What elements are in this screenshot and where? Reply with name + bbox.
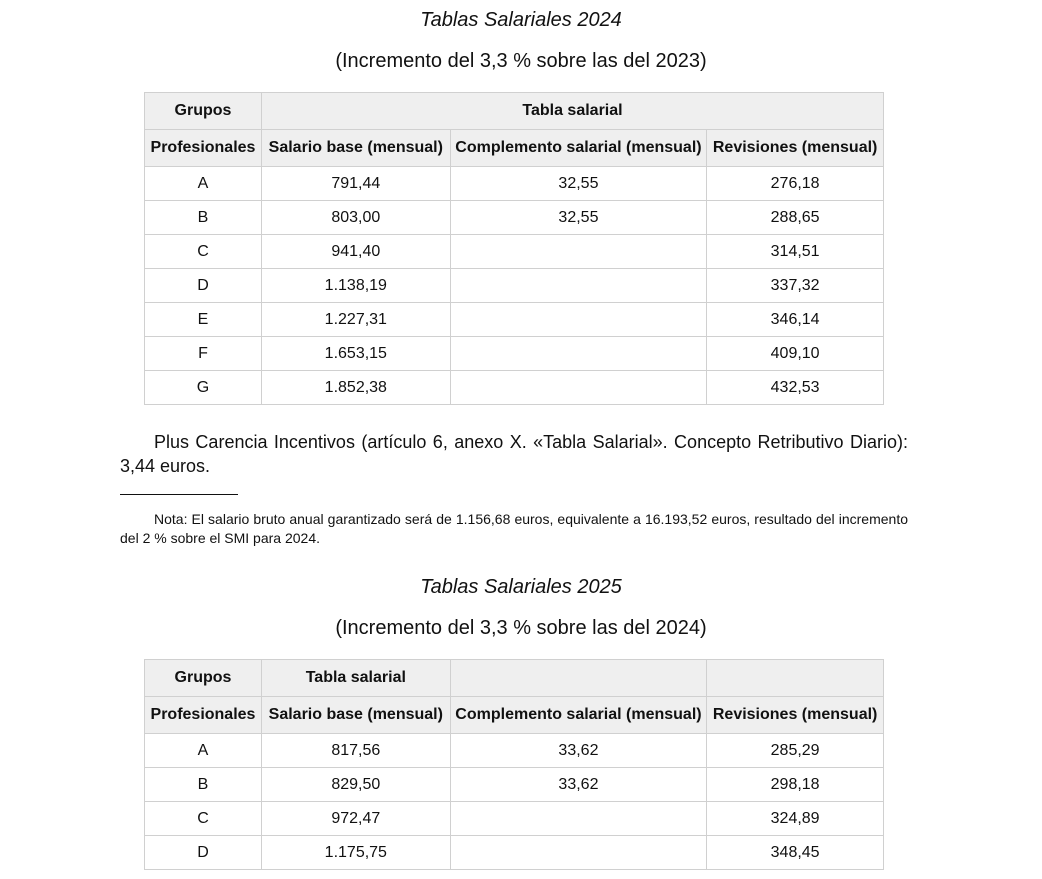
title-2025: Tablas Salariales 2025 [420, 576, 622, 598]
cell-salario-base: 1.175,75 [261, 836, 450, 870]
cell-grupo: C [145, 802, 262, 836]
cell-grupo: F [145, 337, 262, 371]
cell-revisiones: 298,18 [707, 768, 884, 802]
table-row [145, 201, 884, 235]
subtitle-2025: (Incremento del 3,3 % sobre las del 2024) [335, 617, 707, 639]
cell-salario-base: 803,00 [261, 201, 450, 235]
cell-grupo: D [145, 269, 262, 303]
cell-revisiones: 276,18 [707, 167, 884, 201]
cell-revisiones: 314,51 [707, 235, 884, 269]
header-profesionales: Profesionales [145, 130, 262, 167]
cell-grupo: G [145, 371, 262, 405]
cell-salario-base: 1.653,15 [261, 337, 450, 371]
cell-revisiones: 288,65 [707, 201, 884, 235]
cell-complemento [450, 836, 707, 870]
cell-complemento [450, 337, 707, 371]
header-complemento: Complemento salarial (mensual) [450, 130, 707, 167]
cell-complemento: 33,62 [450, 768, 707, 802]
header-salario-base: Salario base (mensual) [261, 697, 450, 734]
cell-salario-base: 817,56 [261, 734, 450, 768]
subtitle-2024: (Incremento del 3,3 % sobre las del 2023) [335, 50, 707, 72]
header-tabla-salarial: Tabla salarial [261, 93, 883, 130]
title-2024: Tablas Salariales 2024 [420, 9, 622, 31]
table-row [145, 836, 884, 870]
cell-complemento: 33,62 [450, 734, 707, 768]
table-row [145, 768, 884, 802]
table-row [145, 802, 884, 836]
header-revisiones: Revisiones (mensual) [707, 697, 884, 734]
cell-grupo: D [145, 836, 262, 870]
cell-complemento [450, 303, 707, 337]
cell-revisiones: 409,10 [707, 337, 884, 371]
cell-salario-base: 972,47 [261, 802, 450, 836]
cell-revisiones: 324,89 [707, 802, 884, 836]
plus-carencia-paragraph: Plus Carencia Incentivos (artículo 6, anexo X. «Tabla Salarial». Concepto Retributivo Diario): 3,44 euros. [120, 432, 908, 476]
cell-revisiones: 348,45 [707, 836, 884, 870]
table-row [145, 235, 884, 269]
cell-grupo: A [145, 167, 262, 201]
cell-complemento [450, 269, 707, 303]
footnote-note: Nota: El salario bruto anual garantizado será de 1.156,68 euros, equivalente a 16.193,52 euros, resultado del incremento del 2 % sobre el SMI para 2024. [120, 511, 908, 546]
header-grupos: Grupos [145, 660, 262, 697]
salary-table-2025 [144, 659, 884, 870]
cell-revisiones: 432,53 [707, 371, 884, 405]
header-profesionales: Profesionales [145, 697, 262, 734]
header-empty [707, 660, 884, 697]
cell-salario-base: 829,50 [261, 768, 450, 802]
cell-grupo: C [145, 235, 262, 269]
cell-grupo: B [145, 768, 262, 802]
cell-grupo: E [145, 303, 262, 337]
cell-salario-base: 1.227,31 [261, 303, 450, 337]
cell-salario-base: 941,40 [261, 235, 450, 269]
cell-revisiones: 337,32 [707, 269, 884, 303]
cell-revisiones: 346,14 [707, 303, 884, 337]
cell-salario-base: 791,44 [261, 167, 450, 201]
table-row [145, 269, 884, 303]
cell-revisiones: 285,29 [707, 734, 884, 768]
footnote-divider [120, 494, 238, 495]
table-row [145, 337, 884, 371]
header-salario-base: Salario base (mensual) [261, 130, 450, 167]
header-empty [450, 660, 707, 697]
cell-complemento [450, 371, 707, 405]
cell-salario-base: 1.138,19 [261, 269, 450, 303]
header-complemento: Complemento salarial (mensual) [450, 697, 707, 734]
table-row [145, 303, 884, 337]
header-grupos: Grupos [145, 93, 262, 130]
table-row [145, 167, 884, 201]
cell-complemento [450, 235, 707, 269]
table-row [145, 734, 884, 768]
table-row [145, 371, 884, 405]
cell-complemento [450, 802, 707, 836]
cell-grupo: A [145, 734, 262, 768]
header-revisiones: Revisiones (mensual) [707, 130, 884, 167]
header-tabla-salarial: Tabla salarial [261, 660, 450, 697]
cell-complemento: 32,55 [450, 167, 707, 201]
cell-complemento: 32,55 [450, 201, 707, 235]
salary-table-2024 [144, 92, 884, 405]
cell-salario-base: 1.852,38 [261, 371, 450, 405]
cell-grupo: B [145, 201, 262, 235]
